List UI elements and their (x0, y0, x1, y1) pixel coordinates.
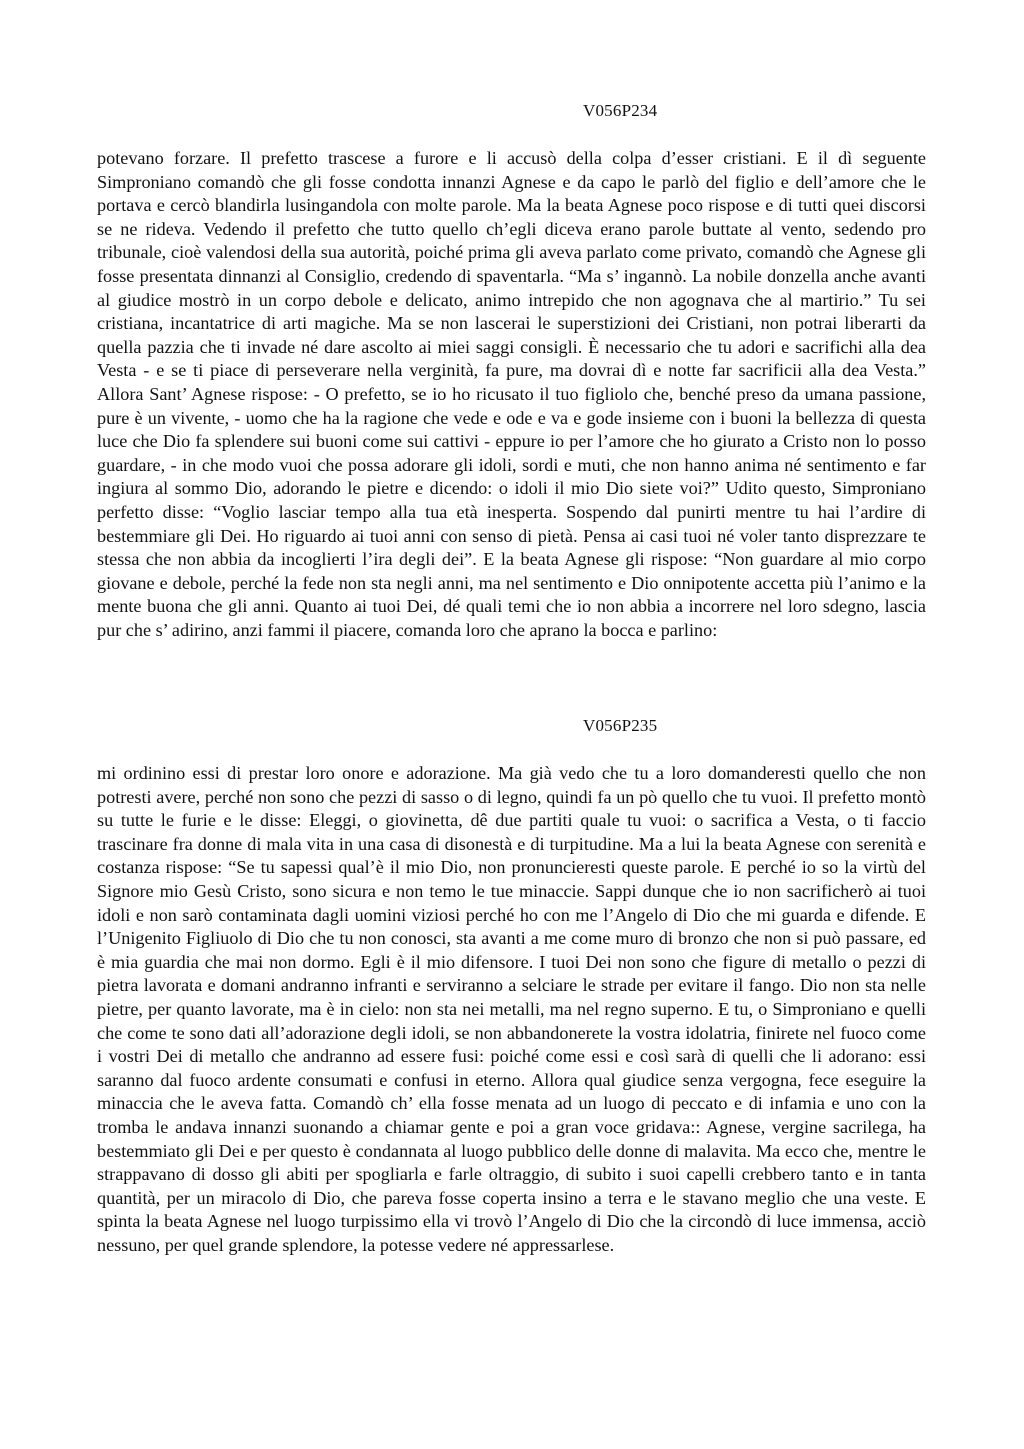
body-text-section (97, 762, 926, 1257)
paragraph: mi ordinino essi di prestar loro onore e adorazione. Ma già vedo che tu a loro domanderesti quello che non potresti avere, perché non sono che pezzi di sasso o di legno, quindi fa un pò quello che tu vuoi. Il prefetto montò su tutte le furie e le disse: Eleggi, o giovinetta, dê due partiti quale tu vuoi: o sacrifica a Vesta, o ti faccio trascinare fra donne di mala vita in una casa di disonestà e di turpitudine. Ma a lui la beata Agnese con serenità e costanza rispose: “Se tu sapessi qual’è il mio Dio, non pronuncieresti queste parole. E perché io so la virtù del Signore mio Gesù Cristo, sono sicura e non temo le tue minaccie. Sappi dunque che io non sacrificherò ai tuoi idoli e non sarò contaminata dagli uomini viziosi perché ho con me l’Angelo di Dio che mi guarda e difende. E l’Unigenito Figliuolo di Dio che tu non conosci, sta avanti a me come muro di bronzo che non si può passare, ed è mia guardia che mai non dormo. Egli è il mio difensore. I tuoi Dei non sono che figure di metallo o pezzi di pietra lavorata e domani andranno infranti e serviranno a selciare le strade per evitare il fango. Dio non sta nelle pietre, per quanto lavorate, ma è in cielo: non sta nei metalli, ma nel regno superno. E tu, o Simproniano e quelli che come te sono dati all’adorazione degli idoli, se non abbandonerete la vostra idolatria, finirete nel fuoco come i vostri Dei di metallo che andranno ad essere fusi: poiché come essi e così sarà di quelli che li adorano: essi saranno dal fuoco ardente consumati e confusi in eterno. Allora qual giudice senza vergogna, fece eseguire la minaccia che le aveva fatta. Comandò ch’ ella fosse menata ad un luogo di peccato e di infamia e uno con la tromba le andava innanzi suonando a chiamar gente e poi a gran voce gridava:: Agnese, vergine sacrilega, ha bestemmiato gli Dei e per questo è condannata al luogo pubblico delle donne di malavita. Ma ecco che, mentre le strappavano di dosso gli abiti per spogliarla e farle oltraggio, di subito i suoi capelli crebbero tanto e in tanta quantità, per un miracolo di Dio, che pareva fosse coperta insino a terra e le stavano meglio che una veste. E spinta la beata Agnese nel luogo turpissimo ella vi trovò l’Angelo di Dio che la circondò di luce immensa, acciò nessuno, per quel grande splendore, la potesse vedere né appressarlese. (97, 763, 926, 1255)
body-text-section (97, 147, 926, 642)
page-marker: V056P234 (583, 101, 658, 120)
paragraph: potevano forzare. Il prefetto trascese a furore e li accusò della colpa d’esser cristiani. E il dì seguente Simproniano comandò che gli fosse condotta innanzi Agnese e da capo le parlò del figlio e dell’amore che le portava e cercò blandirla lusingandola con molte parole. Ma la beata Agnese poco rispose e di tutti quei discorsi se ne rideva. Vedendo il prefetto che tutto quello ch’egli diceva erano parole buttate al vento, sedendo pro tribunale, cioè valendosi della sua autorità, poiché prima gli aveva parlato come privato, comandò che Agnese gli fosse presentata dinnanzi al Consiglio, credendo di spaventarla. “Ma s’ ingannò. La nobile donzella anche avanti al giudice mostrò in un corpo debole e delicato, animo intrepido che non agognava che al martirio.” Tu sei cristiana, incantatrice di arti magiche. Ma se non lascerai le superstizioni dei Cristiani, non potrai liberarti da quella pazzia che ti invade né dare ascolto ai miei saggi consigli. È necessario che tu adori e sacrifichi alla dea Vesta - e se ti piace di perseverare nella verginità, fa pure, ma dovrai dì e notte far sacrificii alla dea Vesta.” Allora Sant’ Agnese rispose: - O prefetto, se io ho ricusato il tuo figliolo che, benché preso da umana passione, pure è un vivente, - uomo che ha la ragione che vede e ode e va e gode insieme con i buoni la bellezza di questa luce che Dio fa splendere sui buoni come sui cattivi - eppure io per l’amore che ho giurato a Cristo non lo posso guardare, - in che modo vuoi che possa adorare gli idoli, sordi e muti, che non hanno anima né sentimento e far ingiura al sommo Dio, adorando le pietre e dicendo: o idoli il mio Dio siete voi?” Udito questo, Simproniano perfetto disse: “Voglio lasciar tempo alla tua età inesperta. Sospendo dal punirti mentre tu hai l’ardire di bestemmiare gli Dei. Ho riguardo ai tuoi anni con senso di pietà. Pensa ai casi tuoi né voler tanto disprezzare te stessa che non abbia da incoglierti l’ira degli dei”. E la beata Agnese gli rispose: “Non guardare al mio corpo giovane e debole, perché la fede non sta negli anni, ma nel sentimento e Dio onnipotente accetta più l’animo e la mente buona che gli anni. Quanto ai tuoi Dei, dé quali temi che io non abbia a incorrere nel loro sdegno, lascia pur che s’ adirino, anzi fammi il piacere, comanda loro che aprano la bocca e parlino: (97, 148, 926, 640)
page-marker: V056P235 (583, 716, 658, 735)
